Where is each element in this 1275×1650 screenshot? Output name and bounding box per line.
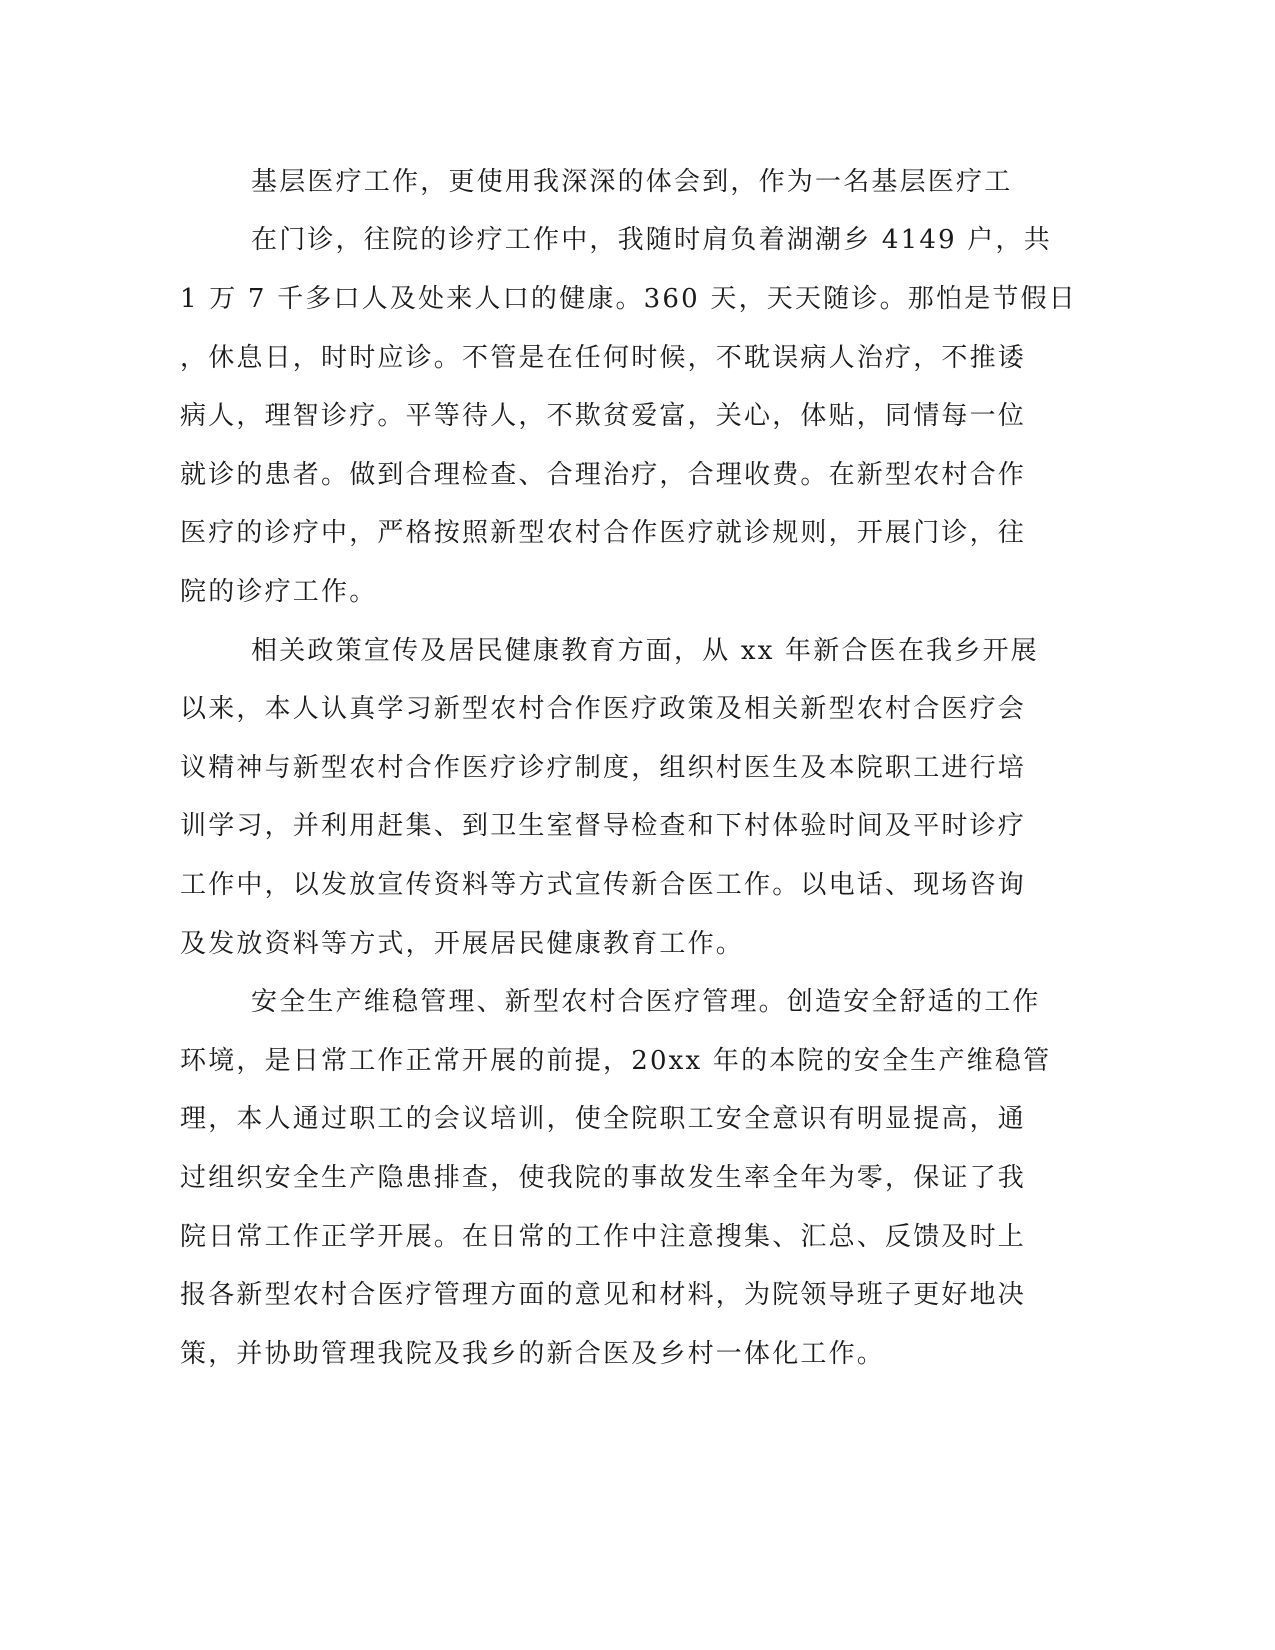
paragraph-1-line-1: 基层医疗工作，更使用我深深的体会到，作为一名基层医疗工 [251, 167, 1013, 197]
paragraph-3-line-4: 训学习，并利用赶集、到卫生室督导检查和下村体验时间及平时诊疗 [180, 811, 1027, 841]
paragraph-4-line-4: 过组织安全生产隐患排查，使我院的事故发生率全年为零，保证了我 [180, 1163, 1027, 1193]
paragraph-2-line-3: ，休息日，时时应诊。不管是在任何时候，不耽误病人治疗，不推诿 [180, 343, 1027, 373]
paragraph-2-line-4: 病人，理智诊疗。平等待人，不欺贫爱富，关心，体贴，同情每一位 [180, 401, 1027, 431]
paragraph-4-line-5: 院日常工作正学开展。在日常的工作中注意搜集、汇总、反馈及时上 [180, 1222, 1027, 1252]
paragraph-4-line-1: 安全生产维稳管理、新型农村合医疗管理。创造安全舒适的工作 [251, 987, 1041, 1017]
paragraph-3-line-5: 工作中，以发放宣传资料等方式宣传新合医工作。以电话、现场咨询 [180, 870, 1027, 900]
paragraph-3-line-3: 议精神与新型农村合作医疗诊疗制度，组织村医生及本院职工进行培 [180, 753, 1027, 783]
paragraph-3-line-1: 相关政策宣传及居民健康教育方面，从 xx 年新合医在我乡开展 [251, 636, 1039, 666]
paragraph-4-line-6: 报各新型农村合医疗管理方面的意见和材料，为院领导班子更好地决 [180, 1280, 1027, 1310]
paragraph-4-line-3: 理，本人通过职工的会议培训，使全院职工安全意识有明显提高，通 [180, 1104, 1027, 1134]
paragraph-3-line-6: 及发放资料等方式，开展居民健康教育工作。 [180, 929, 745, 959]
paragraph-4-line-2: 环境，是日常工作正常开展的前提，20xx 年的本院的安全生产维稳管 [180, 1046, 1052, 1076]
paragraph-2-line-1: 在门诊，往院的诊疗工作中，我随时肩负着湖潮乡 4149 户，共 [251, 225, 1052, 255]
paragraph-2-line-5: 就诊的患者。做到合理检查、合理治疗，合理收费。在新型农村合作 [180, 460, 1027, 490]
paragraph-2-line-2: 1 万 7 千多口人及处来人口的健康。360 天，天天随诊。那怕是节假日 [180, 284, 1077, 314]
paragraph-2-line-6: 医疗的诊疗中，严格按照新型农村合作医疗就诊规则，开展门诊，往 [180, 518, 1027, 548]
paragraph-4-line-7: 策，并协助管理我院及我乡的新合医及乡村一体化工作。 [180, 1339, 886, 1369]
paragraph-2-line-7: 院的诊疗工作。 [180, 577, 378, 607]
paragraph-3-line-2: 以来，本人认真学习新型农村合作医疗政策及相关新型农村合医疗会 [180, 694, 1027, 724]
